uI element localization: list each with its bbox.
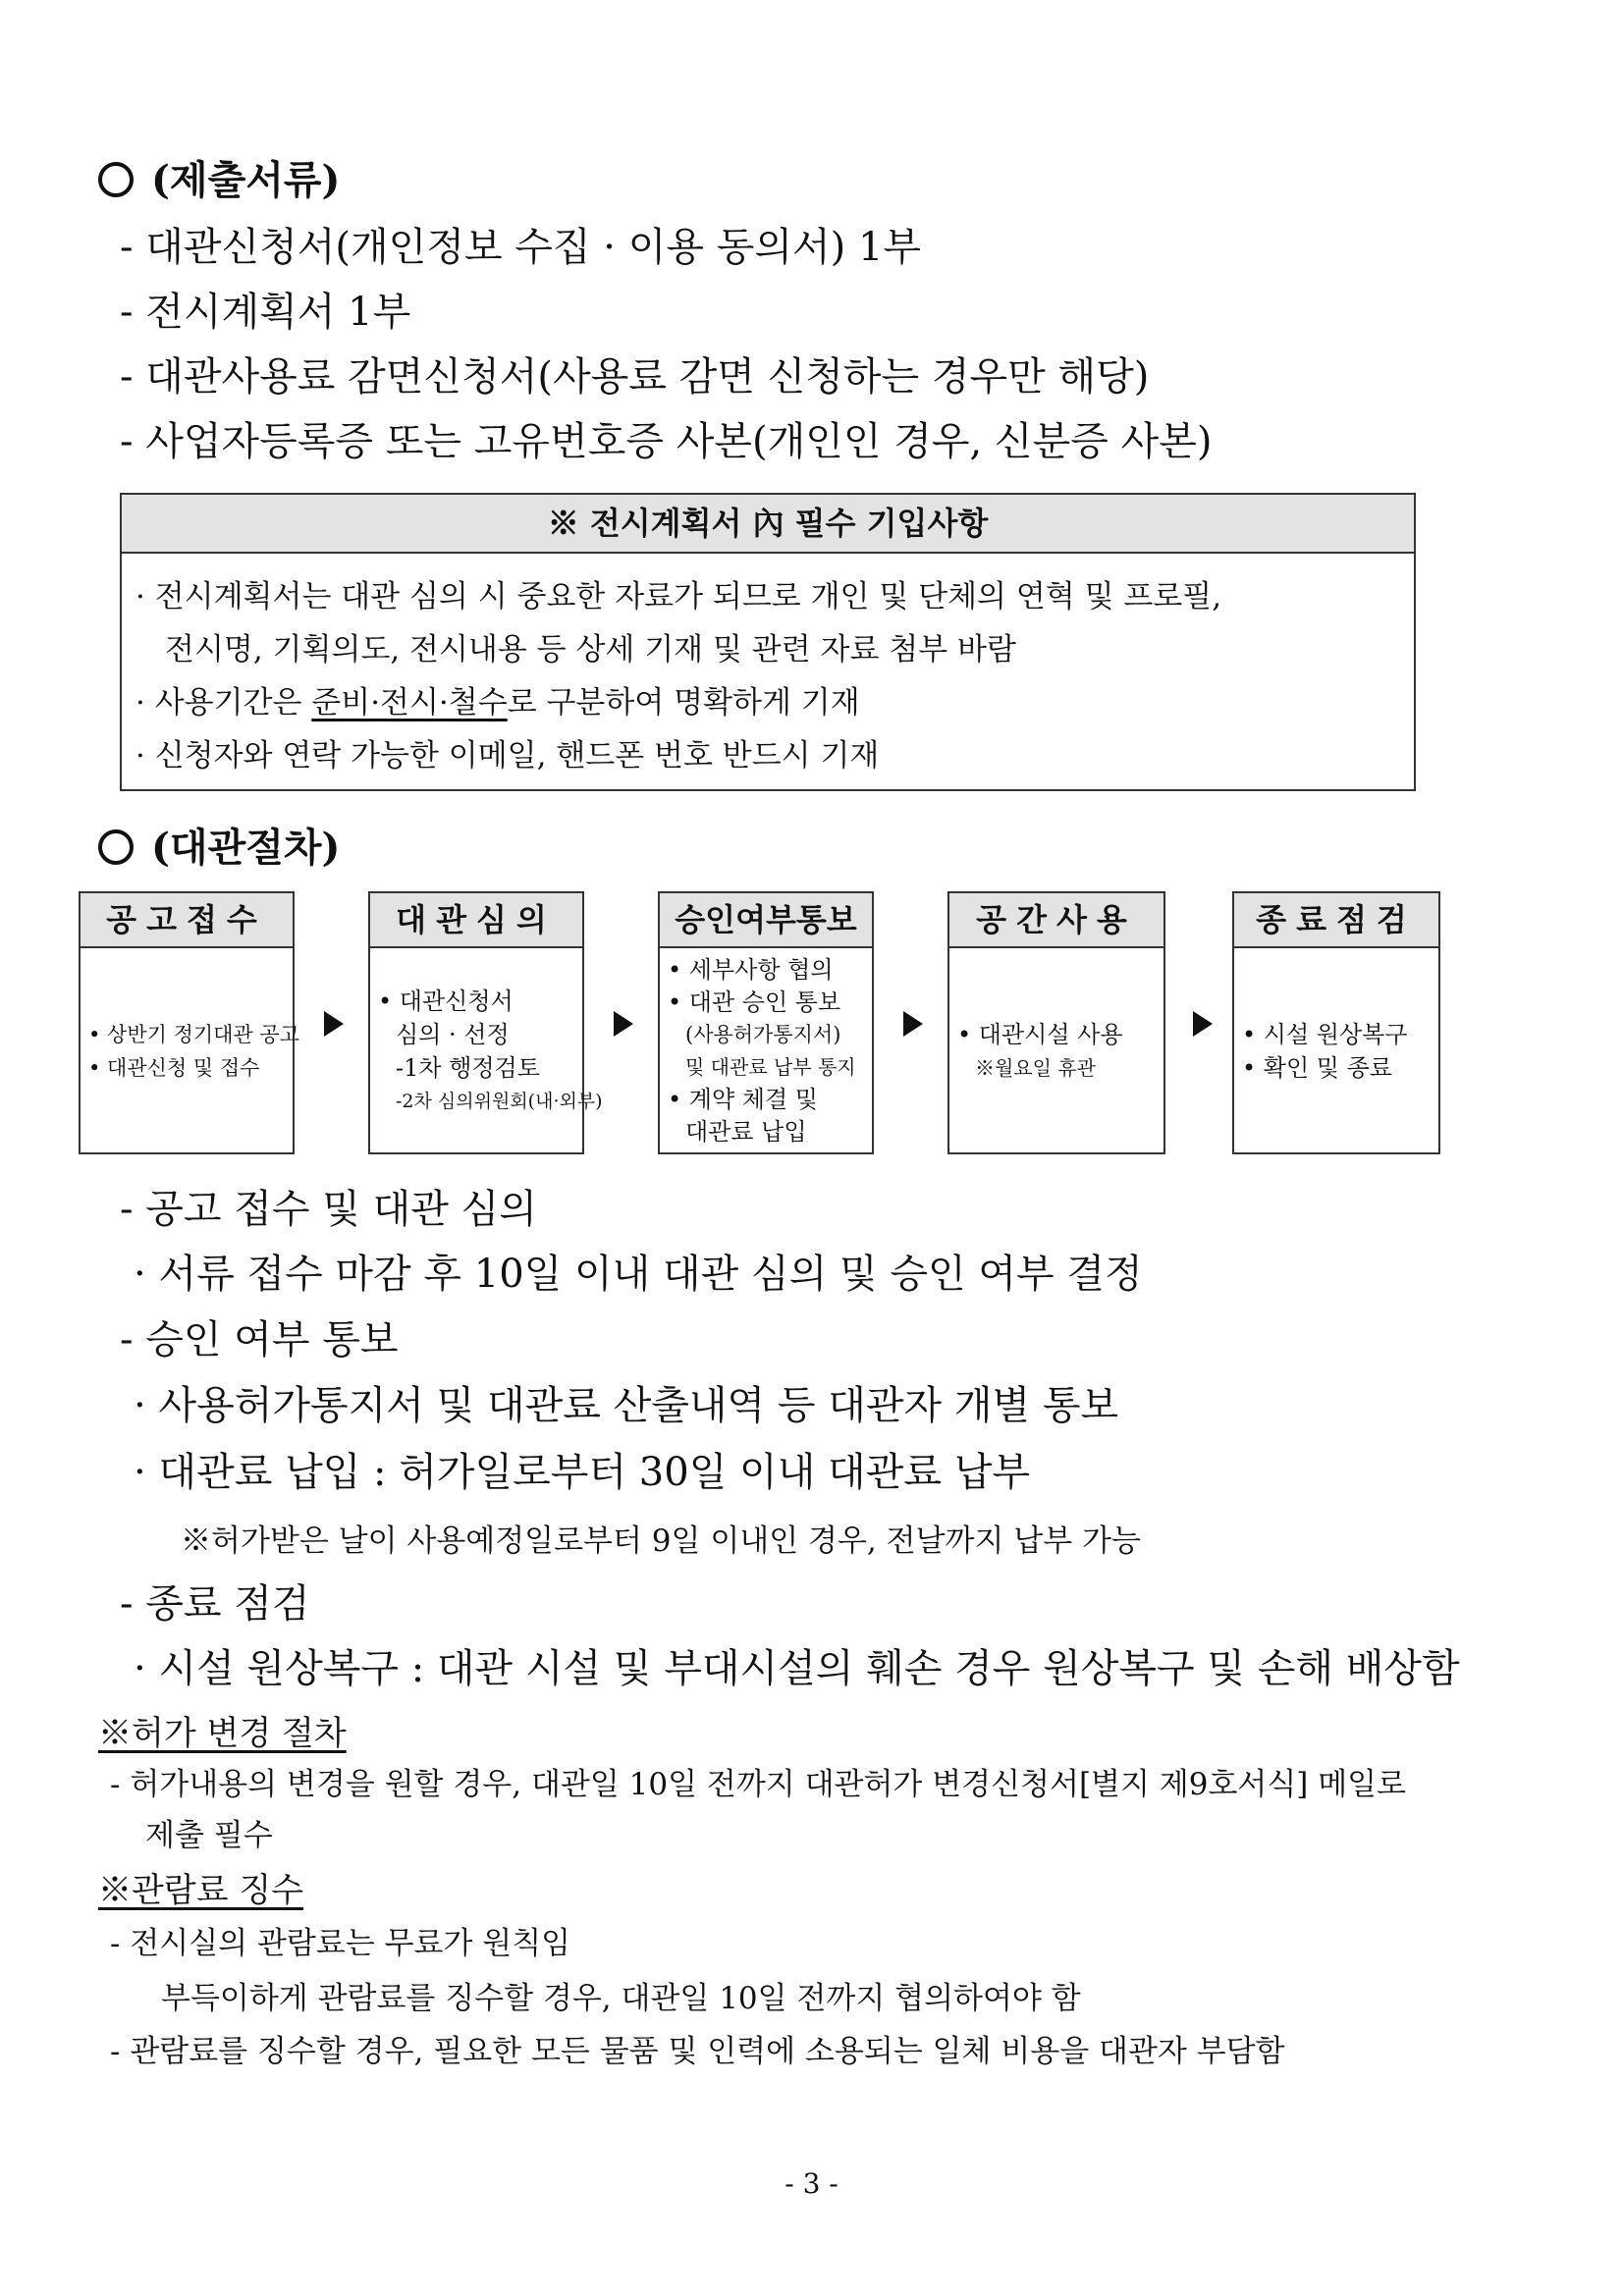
permit-change-line: 제출 필수 [145, 1818, 273, 1853]
flow-arrow-icon [614, 1011, 633, 1037]
procedure-detail: - 종료 점검 [120, 1581, 310, 1627]
admission-fee-line: 부득이하게 관람료를 징수할 경우, 대관일 10일 전까지 협의하여야 함 [161, 1981, 1081, 2016]
flow-step-title: 공간사용 [949, 893, 1163, 948]
document-item: - 전시계획서 1부 [120, 290, 411, 335]
underlined-period-text: 준비·전시·철수 [311, 685, 508, 721]
admission-fee-title: ※관람료 징수 [98, 1871, 304, 1910]
flow-step-title: 대관심의 [370, 893, 582, 948]
flow-arrow-icon [1193, 1011, 1213, 1037]
flow-step-title: 공고접수 [81, 893, 293, 948]
notebox-line: · 전시계획서는 대관 심의 시 중요한 자료가 되므로 개인 및 단체의 연혁 및 프로필, [135, 579, 1222, 614]
procedure-detail: - 승인 여부 통보 [120, 1317, 399, 1362]
procedure-detail: - 공고 접수 및 대관 심의 [120, 1187, 537, 1232]
notebox-title: ※ 전시계획서 內 필수 기입사항 [122, 495, 1414, 554]
flow-step-usage [947, 891, 1165, 1154]
permit-change-line: - 허가내용의 변경을 원할 경우, 대관일 10일 전까지 대관허가 변경신청서[별지 제9호서식] 메일로 [110, 1767, 1407, 1802]
flow-step-title: 승인여부통보 [660, 893, 872, 948]
procedure-detail: · 대관료 납입 : 허가일로부터 30일 이내 대관료 납부 [134, 1450, 1030, 1495]
procedure-note: ※허가받은 날이 사용예정일로부터 9일 이내인 경우, 전날까지 납부 가능 [181, 1523, 1141, 1559]
procedure-detail: · 시설 원상복구 : 대관 시설 및 부대시설의 훼손 경우 원상복구 및 손해 배상함 [134, 1646, 1460, 1691]
notebox-line: · 신청자와 연락 가능한 이메일, 핸드폰 번호 반드시 기재 [135, 738, 880, 774]
notebox-line: · 사용기간은 준비·전시·철수로 구분하여 명확하게 기재 [135, 685, 860, 721]
circle-bullet-icon [98, 829, 134, 865]
procedure-detail: · 서류 접수 마감 후 10일 이내 대관 심의 및 승인 여부 결정 [134, 1252, 1143, 1297]
document-item: - 사업자등록증 또는 고유번호증 사본(개인인 경우, 신분증 사본) [120, 419, 1213, 464]
section-title-procedure: (대관절차) [98, 817, 340, 873]
flow-step-completion [1232, 891, 1440, 1154]
flow-arrow-icon [903, 1011, 923, 1037]
procedure-detail: · 사용허가통지서 및 대관료 산출내역 등 대관자 개별 통보 [134, 1383, 1119, 1428]
flow-step-approval [658, 891, 874, 1154]
flow-step-body: • 세부사항 협의 • 대관 승인 통보 (사용허가통지서) 및 대관료 납부 통지 • 계약 체결 및 대관료 납입 [668, 956, 856, 1146]
flow-step-announcement [79, 891, 299, 1154]
flow-arrow-icon [324, 1011, 344, 1037]
circle-bullet-icon [98, 162, 134, 197]
page-number: - 3 - [784, 2167, 839, 2200]
flow-step-body: • 상반기 정기대관 공고 • 대관신청 및 접수 [88, 1023, 299, 1080]
required-items-notebox [120, 493, 1416, 791]
flow-step-review [368, 891, 603, 1154]
flow-step-body: • 대관시설 사용 ※월요일 휴관 [957, 1021, 1123, 1080]
document-item: - 대관신청서(개인정보 수집 · 이용 동의서) 1부 [120, 225, 922, 270]
admission-fee-line: - 전시실의 관람료는 무료가 원칙임 [110, 1926, 571, 1961]
permit-change-title: ※허가 변경 절차 [98, 1714, 347, 1753]
notebox-line: 전시명, 기획의도, 전시내용 등 상세 기재 및 관련 자료 첨부 바람 [165, 632, 1016, 667]
document-item: - 대관사용료 감면신청서(사용료 감면 신청하는 경우만 해당) [120, 354, 1150, 400]
flow-step-title: 종료점검 [1234, 893, 1438, 948]
flow-step-body: • 시설 원상복구 • 확인 및 종료 [1242, 1021, 1408, 1082]
admission-fee-line: - 관람료를 징수할 경우, 필요한 모든 물품 및 인력에 소용되는 일체 비용을 대관자 부담함 [110, 2034, 1285, 2069]
flow-step-body: • 대관신청서 심의 · 선정 -1차 행정검토 -2차 심의위원회(내·외부) [378, 988, 603, 1112]
section-title-documents: (제출서류) [98, 149, 340, 205]
